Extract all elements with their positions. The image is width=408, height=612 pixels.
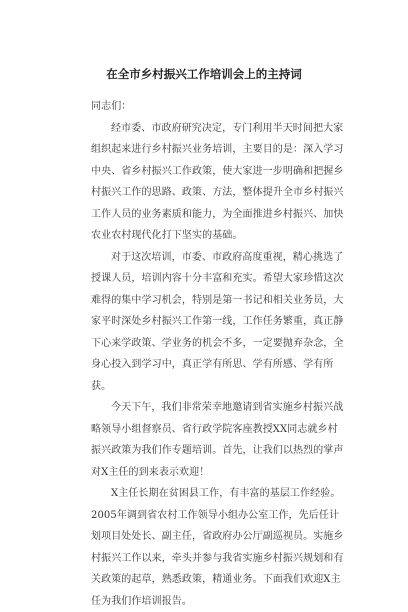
- document-body: [91, 96, 346, 612]
- paragraph-1: 经市委、市政府研究决定，专门利用半天时间把大家组织起来进行乡村振兴业务培训，主要目的是：深入学习中央、省乡村振兴工作政策，使大家进一步明确和把握乡村振兴工作的思路、政策、方法，整体提升全市乡村振兴工作人员的业务素质和能力，为全面推进乡村振兴、加快农业农村现代化打下坚实的基础。: [91, 122, 344, 241]
- document-title: 在全市乡村振兴工作培训会上的主持词: [106, 67, 302, 81]
- paragraph-3: 今天下午，我们非常荣幸地邀请到省实施乡村振兴战略领导小组督察员、省行政学院客座教授XX同志就乡村振兴政策为我们作专题培训。首先，让我们以热烈的掌声对X主任的到来表示欢迎！: [91, 402, 344, 478]
- paragraph-4: X主任长期在贫困县工作，有丰富的基层工作经验。2005年调到省农村工作领导小组办公室工作，先后任计划项目处处长、副主任，省政府办公厅副巡视员。实施乡村振兴工作以来，牵头并参与我省实施乡村振兴规划和有关政策的起草，熟悉政策，精通业务。下面我们欢迎X主任为我们作培训报告。: [91, 488, 344, 607]
- paragraph-2: 对于这次培训，市委、市政府高度重视，精心挑选了授课人员，培训内容十分丰富和充实。希望大家珍惜这次难得的集中学习机会，特别是第一书记和相关业务员，大家平时深处乡村振兴工作第一线，工作任务繁重，真正静下心来学政策、学业务的机会不多，一定要抛弃杂念，全身心投入到学习中，真正学有所思、学有所感、学有所获。: [91, 251, 344, 392]
- salutation: 同志们：: [91, 101, 132, 112]
